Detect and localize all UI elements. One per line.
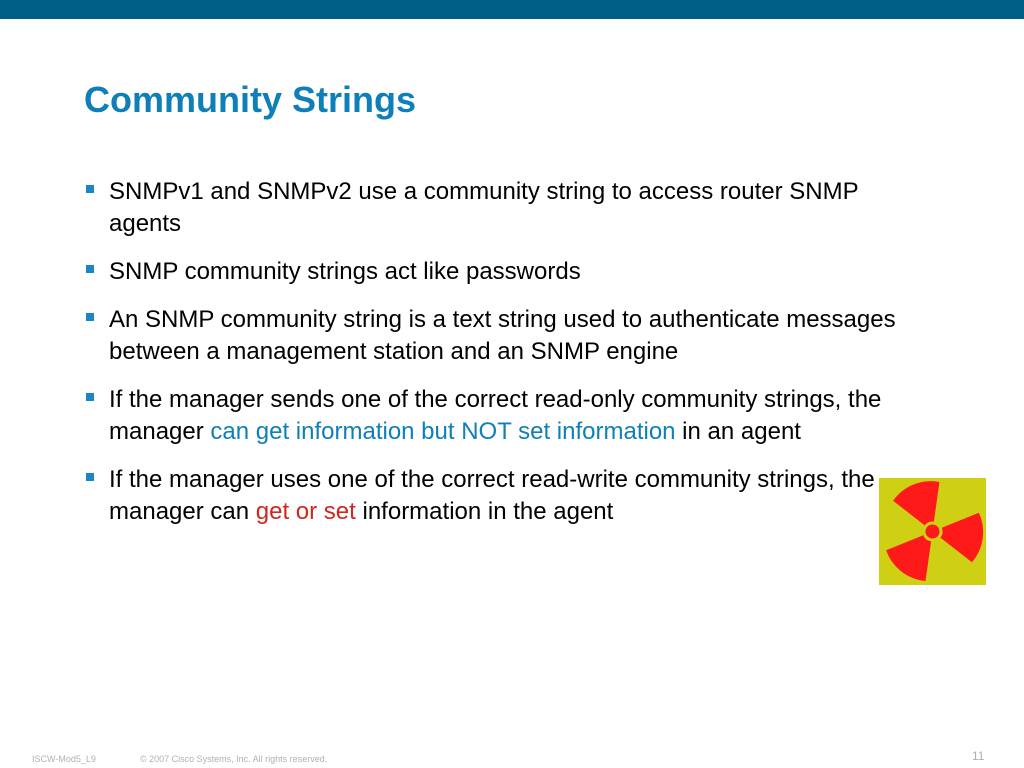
- read-write-highlight: get or set: [255, 498, 356, 525]
- bullet-item: [86, 384, 936, 448]
- bullet-text: SNMP community strings act like passwords: [109, 258, 581, 285]
- bullet-text-before: If the manager uses one of the correct read-write community strings, the manager can: [109, 466, 875, 525]
- radiation-hazard-icon: [879, 478, 986, 585]
- page-number: 11: [972, 749, 985, 763]
- hazard-blade-right: [937, 513, 986, 570]
- bullet-item: [86, 176, 936, 240]
- bullet-text: [109, 464, 879, 528]
- footer-copyright: © 2007 Cisco Systems, Inc. All rights reserved.: [140, 754, 328, 764]
- bullet-text-after: information in the agent: [355, 498, 614, 525]
- hazard-center: [923, 522, 941, 540]
- bullet-text: SNMPv1 and SNMPv2 use a community string to access router SNMP agents: [109, 178, 859, 237]
- bullet-text-before: If the manager sends one of the correct read-only community strings, the manager: [109, 386, 882, 445]
- square-bullet-icon: [86, 393, 94, 401]
- bullet-item: [86, 256, 936, 288]
- square-bullet-icon: [86, 313, 94, 321]
- top-banner-bar: [0, 0, 1024, 19]
- bullet-list: [86, 176, 936, 544]
- read-only-highlight: can get information but NOT set information: [210, 418, 676, 445]
- radiation-hazard-image: [879, 478, 986, 585]
- bullet-item: [86, 304, 936, 368]
- footer-module-label: ISCW-Mod5_L9: [32, 754, 96, 764]
- bullet-text: [109, 386, 881, 445]
- hazard-blade-top: [890, 478, 952, 533]
- square-bullet-icon: [86, 473, 94, 481]
- square-bullet-icon: [86, 185, 94, 193]
- slide-title: Community Strings: [84, 79, 417, 120]
- bullet-text: An SNMP community string is a text string used to authenticate messages between a management station and an SNMP engine: [109, 306, 896, 365]
- square-bullet-icon: [86, 265, 94, 273]
- hazard-blade-left: [886, 533, 944, 585]
- bullet-text-after: in an agent: [675, 418, 801, 445]
- bullet-item: [86, 464, 936, 528]
